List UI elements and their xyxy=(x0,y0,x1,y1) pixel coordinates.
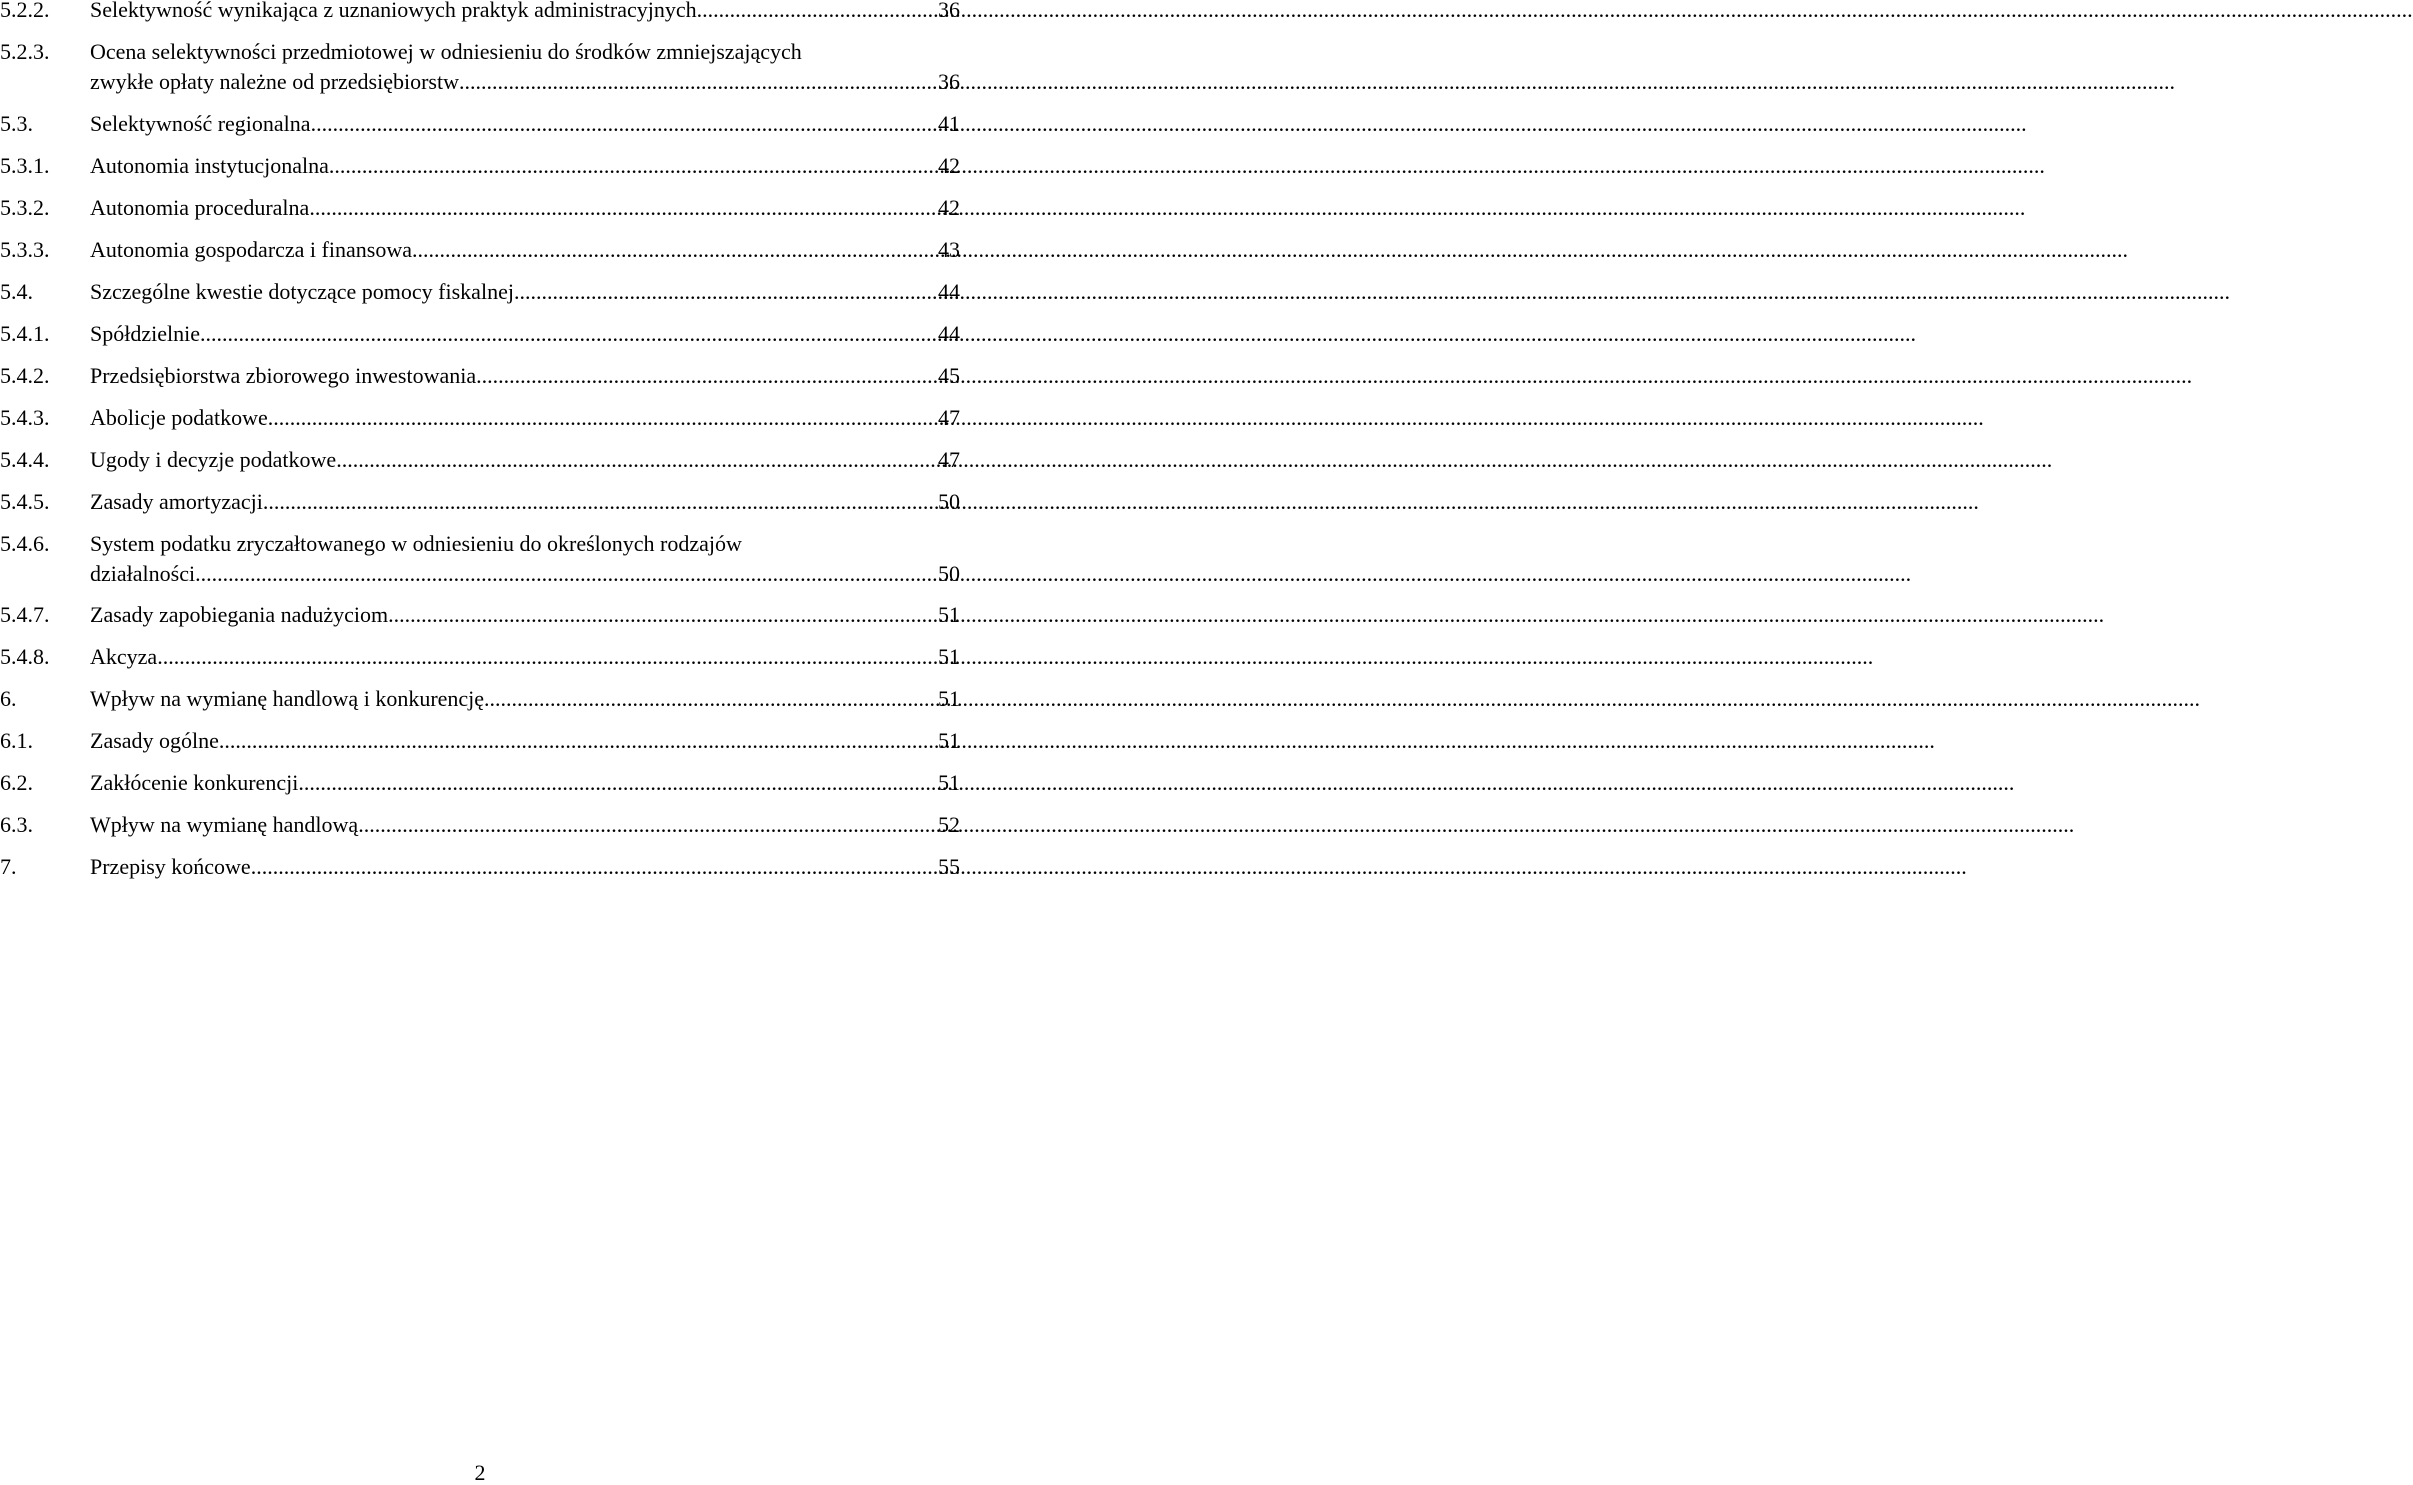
toc-entry-page: 52 xyxy=(938,812,960,837)
toc-leader-dots xyxy=(329,154,928,178)
toc-entry-title: Wpływ na wymianę handlową xyxy=(90,812,359,837)
toc-entry-page: 51 xyxy=(938,728,960,753)
toc-leader-dots xyxy=(514,280,928,304)
toc-leader-dots xyxy=(336,448,928,472)
toc-entry-page: 42 xyxy=(938,195,960,220)
toc-entry-number: 5.4. xyxy=(0,279,33,304)
toc-leader-dots xyxy=(157,645,928,669)
toc-leader-dots xyxy=(219,729,928,753)
toc-entry[interactable] xyxy=(0,196,960,220)
toc-entry[interactable] xyxy=(0,448,960,472)
toc-leader-dots xyxy=(298,771,928,795)
toc-entry-title: Szczególne kwestie dotyczące pomocy fiskalnej xyxy=(90,279,514,304)
toc-entry-title: Zakłócenie konkurencji xyxy=(90,770,299,795)
toc-entry-title: Zasady ogólne xyxy=(90,728,219,753)
toc-entry-page: 47 xyxy=(938,447,960,472)
toc-entry-title: Autonomia instytucjonalna xyxy=(90,153,329,178)
toc-entry[interactable] xyxy=(0,813,960,837)
toc-entry[interactable] xyxy=(0,645,960,669)
toc-entry-page: 36 xyxy=(938,69,960,94)
toc-leader-dots xyxy=(388,603,928,627)
toc-leader-dots xyxy=(251,855,928,879)
toc-entry[interactable] xyxy=(0,603,960,627)
toc-entry[interactable] xyxy=(0,855,960,879)
toc-entry-page: 51 xyxy=(938,602,960,627)
toc-entry-number: 5.2.3. xyxy=(0,39,50,64)
toc-entry-page: 42 xyxy=(938,153,960,178)
toc-entry-title: Autonomia gospodarcza i finansowa xyxy=(90,237,412,262)
toc-entry-page: 51 xyxy=(938,686,960,711)
toc-entry-title: Abolicje podatkowe xyxy=(90,405,268,430)
toc-leader-dots xyxy=(459,70,928,94)
toc-entry-number: 5.2.2. xyxy=(0,0,50,22)
toc-entry-page: 55 xyxy=(938,854,960,879)
toc-entry-title: Spółdzielnie xyxy=(90,321,200,346)
toc-entry-page: 44 xyxy=(938,321,960,346)
toc-entry-title: Autonomia proceduralna xyxy=(90,195,310,220)
toc-entry[interactable] xyxy=(0,112,960,136)
toc-leader-dots xyxy=(200,322,928,346)
toc-entry[interactable] xyxy=(0,364,960,388)
toc-leader-dots xyxy=(268,406,928,430)
toc-entry-title: zwykłe opłaty należne od przedsiębiorstw xyxy=(90,69,459,94)
toc-leader-dots xyxy=(309,196,928,220)
toc-entry[interactable] xyxy=(0,406,960,430)
toc-entry-number: 5.4.6. xyxy=(0,531,50,556)
toc-leader-dots xyxy=(311,112,928,136)
toc-entry-number: 5.4.3. xyxy=(0,405,50,430)
toc-entry-title: Przepisy końcowe xyxy=(90,854,251,879)
toc-entry-title: działalności xyxy=(90,561,196,586)
toc-entry-number: 5.3.1. xyxy=(0,153,50,178)
toc-entry-number: 5.4.1. xyxy=(0,321,50,346)
toc-entry-number: 5.4.8. xyxy=(0,644,50,669)
toc-entry-title: Zasady zapobiegania nadużyciom xyxy=(90,602,389,627)
toc-entry-page: 51 xyxy=(938,770,960,795)
toc-leader-dots xyxy=(484,687,928,711)
toc-entry-number: 6.1. xyxy=(0,728,33,753)
toc-entry-number: 5.4.5. xyxy=(0,489,50,514)
toc-entry[interactable] xyxy=(0,729,960,753)
toc-entry[interactable] xyxy=(0,532,960,586)
toc-entry-page: 36 xyxy=(938,0,960,22)
toc-entry-page: 41 xyxy=(938,111,960,136)
toc-entry-number: 5.4.2. xyxy=(0,363,50,388)
toc-entry-page: 43 xyxy=(938,237,960,262)
toc-entry[interactable] xyxy=(0,771,960,795)
toc-entry-page: 50 xyxy=(938,489,960,514)
toc-entry[interactable] xyxy=(0,238,960,262)
toc-entry-page: 45 xyxy=(938,363,960,388)
toc-entry-title-line1: Ocena selektywności przedmiotowej w odniesieniu do środków zmniejszających xyxy=(90,39,802,64)
toc-leader-dots xyxy=(412,238,928,262)
toc-entry-number: 6.2. xyxy=(0,770,33,795)
toc-entry-number: 5.4.7. xyxy=(0,602,50,627)
toc-entry[interactable] xyxy=(0,154,960,178)
toc-entry[interactable] xyxy=(0,40,960,94)
toc-entry-number: 6.3. xyxy=(0,812,33,837)
document-page xyxy=(0,0,960,1485)
toc-entry-title: Ugody i decyzje podatkowe xyxy=(90,447,337,472)
toc-entry-number: 5.3.3. xyxy=(0,237,50,262)
toc-entry-page: 50 xyxy=(938,561,960,586)
toc-entry-title: Selektywność regionalna xyxy=(90,111,311,136)
toc-entry-number: 6. xyxy=(0,686,17,711)
toc-entry[interactable] xyxy=(0,490,960,514)
page-number: 2 xyxy=(474,1460,486,1485)
toc-entry[interactable] xyxy=(0,687,960,711)
toc-entry-number: 5.4.4. xyxy=(0,447,50,472)
toc-entry-title: Wpływ na wymianę handlową i konkurencję xyxy=(90,686,485,711)
toc-entry[interactable] xyxy=(0,280,960,304)
toc-leader-dots xyxy=(263,490,928,514)
toc-entry-page: 44 xyxy=(938,279,960,304)
toc-entry-number: 5.3. xyxy=(0,111,33,136)
toc-entry-number: 5.3.2. xyxy=(0,195,50,220)
toc-entry-title: Przedsiębiorstwa zbiorowego inwestowania xyxy=(90,363,477,388)
toc-leader-dots xyxy=(358,813,928,837)
toc-entry-number: 7. xyxy=(0,854,17,879)
toc-entry-title: Selektywność wynikająca z uznaniowych praktyk administracyjnych xyxy=(90,0,697,22)
toc-entry-title: Zasady amortyzacji xyxy=(90,489,263,514)
toc-entry-title-line1: System podatku zryczałtowanego w odniesieniu do określonych rodzajów xyxy=(90,531,742,556)
toc-entry-title: Akcyza xyxy=(90,644,158,669)
toc-leader-dots xyxy=(195,562,928,586)
toc-entry-page: 47 xyxy=(938,405,960,430)
toc-entry-page: 51 xyxy=(938,644,960,669)
toc-leader-dots xyxy=(697,0,928,22)
toc-entry[interactable] xyxy=(0,0,960,22)
toc-entry[interactable] xyxy=(0,322,960,346)
toc-leader-dots xyxy=(476,364,928,388)
